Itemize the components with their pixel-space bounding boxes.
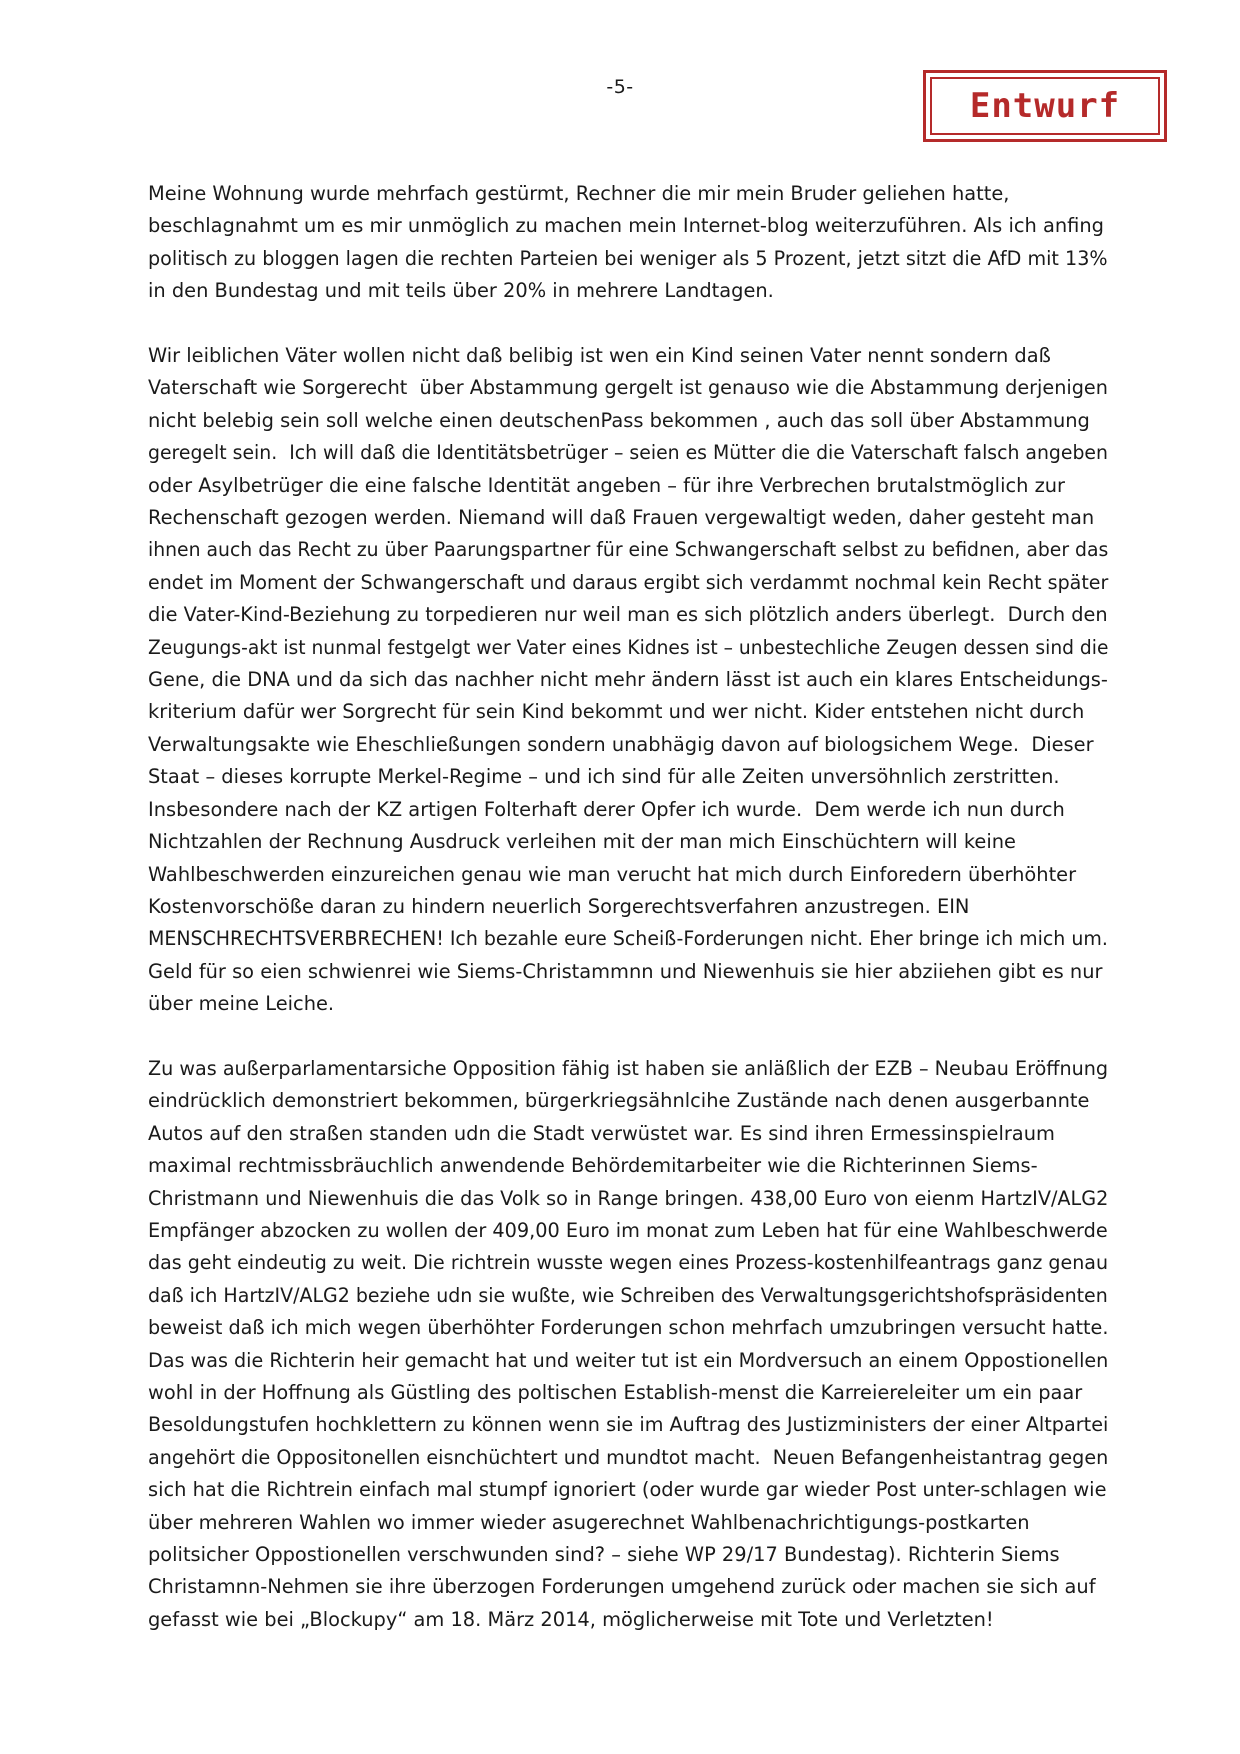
paragraph <box>148 1053 1108 1636</box>
text-line: oder Asylbetrüger die eine falsche Identität angeben – für ihre Verbrechen brutalstmöglich zur <box>148 473 1066 497</box>
text-line: die Vater-Kind-Beziehung zu torpedieren nur weil man es sich plötzlich anders überlegt. Durch den <box>148 603 1108 627</box>
text-line: über meine Leiche. <box>148 992 335 1016</box>
draft-stamp-label: Entwurf <box>930 77 1160 135</box>
text-line: Gene, die DNA und da sich das nachher nicht mehr ändern lässt ist auch ein klares Entscheidungs- <box>148 668 1108 692</box>
text-line: Wahlbeschwerden einzureichen genau wie man verucht hat mich durch Einforedern überhöhter <box>148 862 1077 886</box>
text-line: Insbesondere nach der KZ artigen Folterhaft derer Opfer ich wurde. Dem werde ich nun durch <box>148 797 1065 821</box>
text-line: Christamnn-Nehmen sie ihre überzogen Forderungen umgehend zurück oder machen sie sich auf <box>148 1575 1096 1599</box>
text-line: ihnen auch das Recht zu über Paarungspartner für eine Schwangerschaft selbst zu befidnen, aber das <box>148 538 1109 562</box>
page-number: -5- <box>606 76 634 98</box>
text-line: eindrücklich demonstriert bekommen, bürgerkriegsähnlcihe Zustände nach denen ausgerbannte <box>148 1089 1090 1113</box>
text-line: Staat – dieses korrupte Merkel-Regime – und ich sind für alle Zeiten unversöhnlich zerstritten. <box>148 765 1060 789</box>
text-line: maximal rechtmissbräuchlich anwendende Behördemitarbeiter wie die Richterinnen Siems- <box>148 1154 1038 1178</box>
text-line: in den Bundestag und mit teils über 20% in mehrere Landtagen. <box>148 279 774 303</box>
text-line: geregelt sein. Ich will daß die Identitätsbetrüger – seien es Mütter die die Vaterschaft falsch angeben <box>148 441 1108 465</box>
text-line: Meine Wohnung wurde mehrfach gestürmt, Rechner die mir mein Bruder geliehen hatte, <box>148 182 1010 205</box>
text-line: Rechenschaft gezogen werden. Niemand will daß Frauen vergewaltigt weden, daher gesteht man <box>148 506 1095 530</box>
text-line: Geld für so eien schwienrei wie Siems-Christammnn und Niewenhuis sie hier abziiehen gibt es nur <box>148 959 1103 983</box>
text-line: endet im Moment der Schwangerschaft und daraus ergibt sich verdammt nochmal kein Recht später <box>148 570 1109 594</box>
text-line: beweist daß ich mich wegen überhöhter Forderungen schon mehrfach umzubringen versucht hatte. <box>148 1316 1109 1340</box>
text-line: Das was die Richterin heir gemacht hat und weiter tut ist ein Mordversuch an einem Oppostionellen <box>148 1348 1109 1372</box>
text-line: Nichtzahlen der Rechnung Ausdruck verleihen mit der man mich Einschüchtern will keine <box>148 830 1016 854</box>
paragraph <box>148 340 1108 1021</box>
text-line: politisch zu bloggen lagen die rechten Parteien bei weniger als 5 Prozent, jetzt sitzt die AfD mit 13% <box>148 246 1108 270</box>
text-line: Zeugungs-akt ist nunmal festgelgt wer Vater eines Kidnes ist – unbestechliche Zeugen dessen sind die <box>148 635 1109 659</box>
text-line: Empfänger abzocken zu wollen der 409,00 Euro im monat zum Leben hat für eine Wahlbeschwerde <box>148 1218 1108 1242</box>
text-line: nicht belebig sein soll welche einen deutschenPass bekommen , auch das soll über Abstammung <box>148 408 1090 432</box>
text-line: Christmann und Niewenhuis die das Volk so in Range bringen. 438,00 Euro von eienm HartzIV/ALG2 <box>148 1186 1109 1210</box>
text-line: über mehreren Wahlen wo immer wieder asugerechnet Wahlbenachrichtigungs-postkarten <box>148 1510 1030 1534</box>
text-line: politsicher Oppostionellen verschwunden sind? – siehe WP 29/17 Bundestag). Richterin Siems <box>148 1543 1060 1567</box>
text-line: Wir leiblichen Väter wollen nicht daß belibig ist wen ein Kind seinen Vater nennt sondern daß <box>148 344 1051 368</box>
text-line: kriterium dafür wer Sorgrecht für sein Kind bekommt und wer nicht. Kider entstehen nicht durch <box>148 700 1085 724</box>
text-line: Verwaltungsakte wie Eheschließungen sondern unabhägig davon auf biologsichem Wege. Dieser <box>148 732 1094 756</box>
draft-stamp <box>923 70 1167 142</box>
text-line: Autos auf den straßen standen udn die Stadt verwüstet war. Es sind ihren Ermessinspielraum <box>148 1121 1055 1145</box>
text-line: Besoldungstufen hochklettern zu können wenn sie im Auftrag des Justizministers der einer Altpartei <box>148 1413 1109 1437</box>
text-line: das geht eindeutig zu weit. Die richtrein wusste wegen eines Prozess-kostenhilfeantrags ganz genau <box>148 1251 1109 1275</box>
document-body <box>148 178 1108 1636</box>
paragraph <box>148 178 1108 308</box>
text-line: MENSCHRECHTSVERBRECHEN! Ich bezahle eure Scheiß-Forderungen nicht. Eher bringe ich mich um. <box>148 927 1108 951</box>
text-line: Kostenvorschöße daran zu hindern neuerlich Sorgerechtsverfahren anzustregen. EIN <box>148 894 970 918</box>
text-line: angehört die Oppositonellen eisnchüchtert und mundtot macht. Neuen Befangenheistantrag gegen <box>148 1445 1109 1469</box>
text-line: wohl in der Hoffnung als Güstling des poltischen Establish-menst die Karreiereleiter um ein paar <box>148 1381 1083 1404</box>
text-line: gefasst wie bei „Blockupy“ am 18. März 2014, möglicherweise mit Tote und Verletzten! <box>148 1607 994 1631</box>
text-line: daß ich HartzIV/ALG2 beziehe udn sie wußte, wie Schreiben des Verwaltungsgerichtshofspräsidenten <box>148 1283 1108 1307</box>
text-line: Vaterschaft wie Sorgerecht über Abstammung gergelt ist genauso wie die Abstammung derjenigen <box>148 376 1108 400</box>
text-line: Zu was außerparlamentarsiche Opposition fähig ist haben sie anläßlich der EZB – Neubau Eröffnung <box>148 1056 1109 1080</box>
text-line: sich hat die Richtrein einfach mal stumpf ignoriert (oder wurde gar wieder Post unter-schlagen wie <box>148 1478 1107 1502</box>
text-line: beschlagnahmt um es mir unmöglich zu machen mein Internet-blog weiterzuführen. Als ich anfing <box>148 214 1104 238</box>
